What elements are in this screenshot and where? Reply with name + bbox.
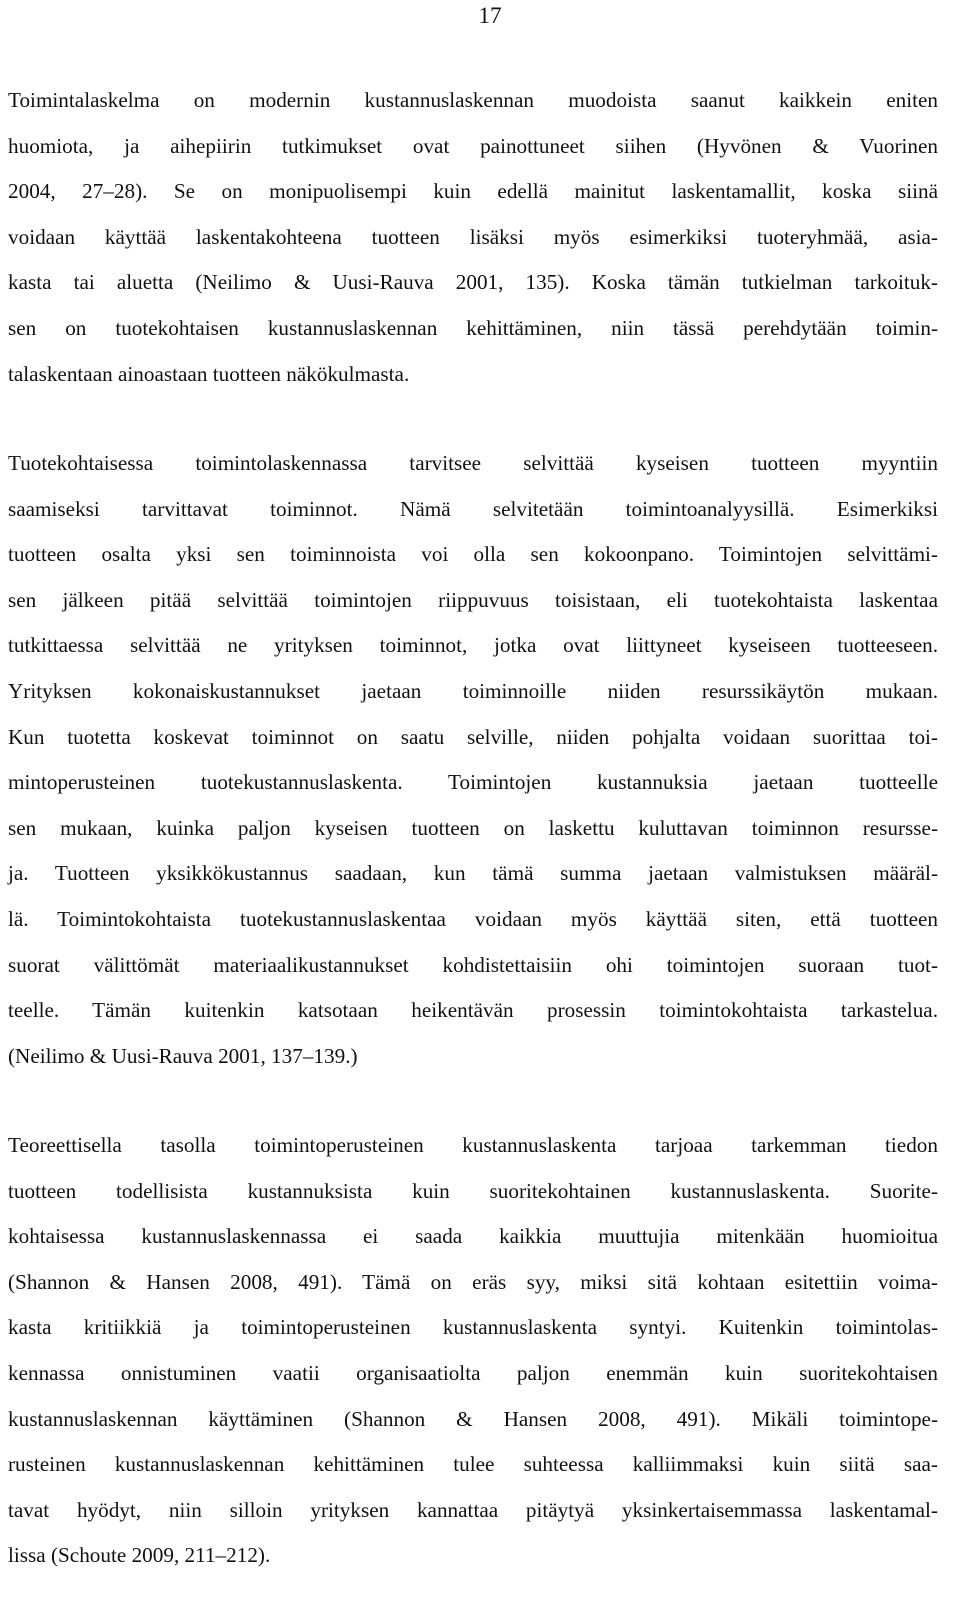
paragraph-1 — [8, 78, 938, 397]
text-line: sen on tuotekohtaisen kustannuslaskennan kehittäminen, niin tässä perehdytään toimin- — [8, 315, 938, 340]
text-line: suorat välittömät materiaalikustannukset kohdistettaisiin ohi toimintojen suoraan tuot- — [8, 952, 938, 977]
text-line: tuotteen osalta yksi sen toiminnoista voi olla sen kokoonpano. Toimintojen selvittämi- — [8, 542, 938, 567]
text-line: Tuotekohtaisessa toimintolaskennassa tarvitsee selvittää kyseisen tuotteen myyntiin — [8, 451, 938, 475]
text-line: talaskentaan ainoastaan tuotteen näkökulmasta. — [8, 361, 410, 386]
text-line: Toimintalaskelma on modernin kustannuslaskennan muodoista saanut kaikkein eniten — [8, 88, 938, 112]
text-line: huomiota, ja aihepiirin tutkimukset ovat painottuneet siihen (Hyvönen & Vuorinen — [8, 133, 938, 158]
text-line: rusteinen kustannuslaskennan kehittäminen tulee suhteessa kalliimmaksi kuin siitä saa- — [8, 1452, 938, 1477]
text-line: kasta kritiikkiä ja toimintoperusteinen kustannuslaskenta syntyi. Kuitenkin toimintolas- — [8, 1315, 938, 1340]
text-line: (Shannon & Hansen 2008, 491). Tämä on eräs syy, miksi sitä kohtaan esitettiin voima- — [8, 1269, 938, 1294]
text-line: tuotteen todellisista kustannuksista kuin suoritekohtainen kustannuslaskenta. Suorite- — [8, 1178, 938, 1203]
text-line: teelle. Tämän kuitenkin katsotaan heikentävän prosessin toimintokohtaista tarkastelua. — [8, 998, 938, 1023]
text-line: kustannuslaskennan käyttäminen (Shannon & Hansen 2008, 491). Mikäli toimintope- — [8, 1406, 938, 1431]
text-line: Yrityksen kokonaiskustannukset jaetaan toiminnoille niiden resurssikäytön mukaan. — [8, 678, 938, 703]
text-line: 2004, 27–28). Se on monipuolisempi kuin edellä mainitut laskentamallit, koska siinä — [8, 179, 938, 204]
text-line: mintoperusteinen tuotekustannuslaskenta. Toimintojen kustannuksia jaetaan tuotteelle — [8, 770, 938, 795]
text-line: kasta tai aluetta (Neilimo & Uusi-Rauva 2001, 135). Koska tämän tutkielman tarkoituk- — [8, 270, 938, 295]
text-line: Kun tuotetta koskevat toiminnot on saatu selville, niiden pohjalta voidaan suorittaa toi- — [8, 724, 938, 749]
text-line: saamiseksi tarvittavat toiminnot. Nämä selvitetään toimintoanalyysillä. Esimerkiksi — [8, 496, 938, 521]
text-line: lä. Toimintokohtaista tuotekustannuslaskentaa voidaan myös käyttää siten, että tuotteen — [8, 906, 938, 931]
text-line: Teoreettisella tasolla toimintoperusteinen kustannuslaskenta tarjoaa tarkemman tiedon — [8, 1133, 938, 1157]
text-line: kennassa onnistuminen vaatii organisaatiolta paljon enemmän kuin suoritekohtaisen — [8, 1360, 938, 1385]
text-line: sen mukaan, kuinka paljon kyseisen tuotteen on laskettu kuluttavan toiminnon resursse- — [8, 815, 938, 840]
text-line: lissa (Schoute 2009, 211–212). — [8, 1543, 271, 1568]
text-line: ja. Tuotteen yksikkökustannus saadaan, kun tämä summa jaetaan valmistuksen määräl- — [8, 861, 938, 886]
text-line: sen jälkeen pitää selvittää toimintojen riippuvuus toisistaan, eli tuotekohtaista laskentaa — [8, 587, 938, 612]
text-line: (Neilimo & Uusi-Rauva 2001, 137–139.) — [8, 1043, 358, 1068]
page-number: 17 — [478, 3, 502, 28]
text-line: tutkittaessa selvittää ne yrityksen toiminnot, jotka ovat liittyneet kyseiseen tuotteeseen. — [8, 633, 938, 658]
paragraph-3 — [8, 1123, 938, 1579]
paragraph-2 — [8, 441, 938, 1079]
text-line: tavat hyödyt, niin silloin yrityksen kannattaa pitäytyä yksinkertaisemmassa laskentamal- — [8, 1497, 938, 1522]
text-line: kohtaisessa kustannuslaskennassa ei saada kaikkia muuttujia mitenkään huomioitua — [8, 1224, 938, 1249]
text-line: voidaan käyttää laskentakohteena tuotteen lisäksi myös esimerkiksi tuoteryhmää, asia- — [8, 224, 938, 249]
